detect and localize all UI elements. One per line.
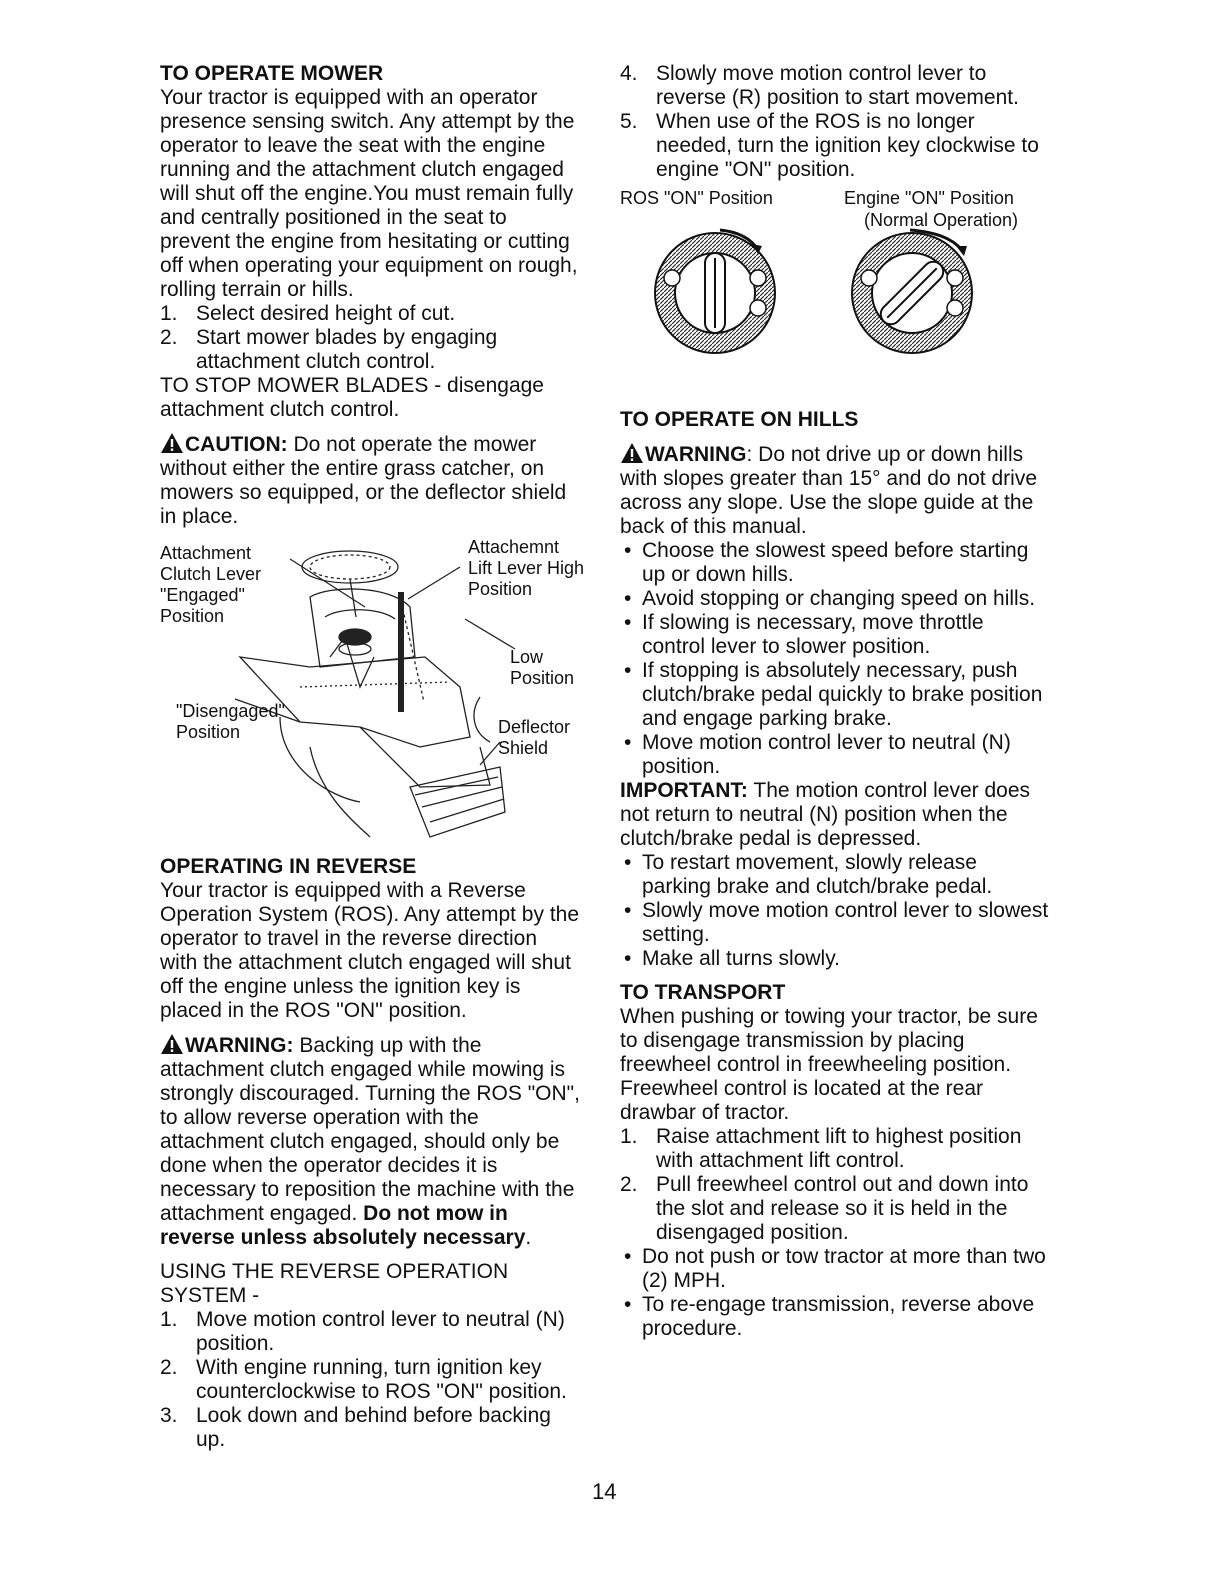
list-item: • If slowing is necessary, move throttle control lever to slower position. [624,611,984,658]
heading-operating-reverse: OPERATING IN REVERSE [160,855,417,878]
label-ros-on: ROS "ON" Position [620,188,773,208]
list-item: • Avoid stopping or changing speed on hills. [624,587,1036,610]
ignition-dials-figure [620,188,1050,358]
list-item: 2. Start mower blades by engaging attachment clutch control. [160,326,498,373]
warning-triangle-icon [620,442,644,464]
caution-paragraph: CAUTION: Do not operate the mower without either the entire grass catcher, on mowers so equipped, or the deflector shield in place. [160,433,567,528]
warning-label: WARNING: [185,1034,294,1057]
important-note: IMPORTANT: The motion control lever does not return to neutral (N) position when the clutch/brake pedal is depressed. [620,779,1031,850]
right-column [620,62,1050,1341]
list-item: • Slowly move motion control lever to slowest setting. [624,899,1049,946]
engine-dial [852,230,972,353]
list-item: 4. Slowly move motion control lever to reverse (R) position to start movement. [620,62,1019,109]
label-disengaged: "Disengaged" Position [176,701,285,742]
list-item: 2. With engine running, turn ignition key counterclockwise to ROS "ON" position. [160,1356,567,1403]
list-item: • Make all turns slowly. [624,947,841,970]
label-clutch-engaged: Attachment Clutch Lever "Engaged" Position [160,543,262,626]
reverse-warning: WARNING: Backing up with the attachment clutch engaged while mowing is strongly discouraged. Turning the ROS "ON", to allow reverse operation with the attachment clutch engaged, should only be done when the operator decides it is necessary to reposition the machine with the attachment engaged. Do not mow in reverse unless absolutely necessary. [160,1034,580,1249]
list-item: 1. Move motion control lever to neutral (N) position. [160,1308,565,1355]
label-lift-lever-high: Attachemnt Lift Lever High Position [468,537,585,599]
important-bullets [620,851,1050,971]
transport-intro: When pushing or towing your tractor, be sure to disengage transmission by placing freewheel control in freewheeling position. Freewheel control is located at the rear drawbar of tractor. [620,1005,1038,1124]
mower-lever-figure [160,537,585,855]
reverse-intro: Your tractor is equipped with a Reverse Operation System (ROS). Any attempt by the operator to travel in the reverse direction with the attachment clutch engaged will shut off the engine unless the ignition key is placed in the ROS "ON" position. [160,879,580,1022]
warning-emphasis: Do not mow in reverse unless absolutely necessary [160,1202,526,1249]
list-item: 3. Look down and behind before backing up. [160,1404,551,1451]
ros-dial [655,230,775,353]
list-item: • Choose the slowest speed before starting up or down hills. [624,539,1029,586]
warning-triangle-icon [160,432,184,454]
list-item: • To restart movement, slowly release parking brake and clutch/brake pedal. [624,851,993,898]
warning-label: WARNING [645,443,747,466]
list-item: 1. Raise attachment lift to highest position with attachment lift control. [620,1125,1022,1172]
label-normal-operation: (Normal Operation) [864,210,1019,230]
list-item: 1. Select desired height of cut. [160,302,456,325]
caution-label: CAUTION: [185,433,288,456]
important-label: IMPORTANT: [620,779,748,802]
transport-bullets [620,1245,1050,1341]
list-item: • Move motion control lever to neutral (N) position. [624,731,1011,778]
list-item: • If stopping is absolutely necessary, push clutch/brake pedal quickly to brake position and engage parking brake. [624,659,1043,730]
heading-transport: TO TRANSPORT [620,981,786,1004]
heading-operate-hills: TO OPERATE ON HILLS [620,408,859,431]
label-engine-on: Engine "ON" Position [844,188,1014,208]
hills-bullets [620,539,1050,779]
list-item: 2. Pull freewheel control out and down into the slot and release so it is held in the disengaged position. [620,1173,1029,1244]
heading-operate-mower: TO OPERATE MOWER [160,62,384,85]
list-item: • To re-engage transmission, reverse above procedure. [624,1293,1035,1340]
left-column [160,62,585,1452]
page-number: 14 [592,1479,617,1504]
ignition-switch-illustration [640,228,1000,358]
ros-steps [160,1308,580,1452]
list-item: 5. When use of the ROS is no longer needed, turn the ignition key clockwise to engine "ON" position. [620,110,1039,181]
mower-steps [160,302,580,374]
using-ros-heading: USING THE REVERSE OPERATION SYSTEM - [160,1260,509,1307]
list-item: • Do not push or tow tractor at more than two (2) MPH. [624,1245,1046,1292]
hills-warning: WARNING: Do not drive up or down hills with slopes greater than 15° and do not drive across any slope. Use the slope guide at the back of this manual. [620,443,1037,538]
warning-triangle-icon [160,1033,184,1055]
label-low-position: Low Position [510,647,575,688]
mower-intro: Your tractor is equipped with an operator presence sensing switch. Any attempt by the operator to leave the seat with the engine running and the attachment clutch engaged will shut off the engine.You must remain fully and centrally positioned in the seat to prevent the engine from hesitating or cutting off when operating your equipment on rough, rolling terrain or hills. [160,86,578,301]
transport-steps [620,1125,1050,1245]
stop-blades: TO STOP MOWER BLADES - disengage attachment clutch control. [160,374,544,421]
label-deflector-shield: Deflector Shield [498,717,571,758]
ros-steps-continued [620,62,1050,182]
